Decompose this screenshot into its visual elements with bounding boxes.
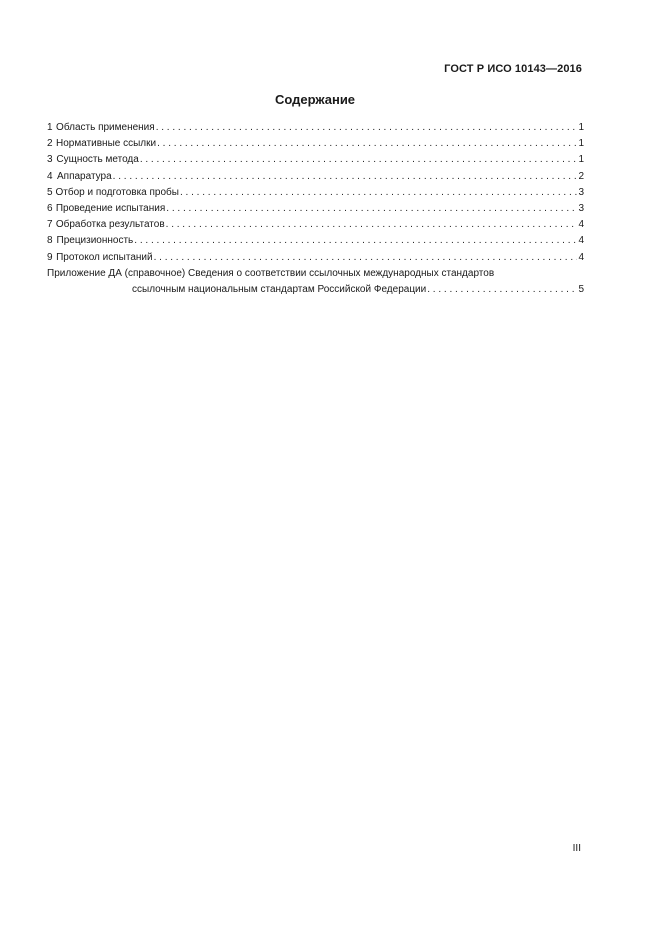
toc-leader-dots [113,169,577,185]
toc-entry-page: 3 [578,202,584,214]
toc-entry-number: 9 [47,251,53,263]
toc-title: Содержание [274,92,356,107]
toc-entry-page: 1 [578,138,584,150]
toc-entry-number: 4 [47,170,53,182]
toc-entry-label: Область применения [56,122,155,133]
table-of-contents [47,120,584,298]
toc-entry-method-principle[interactable] [47,152,584,168]
toc-entry-number: 8 [47,235,53,247]
toc-leader-dots [154,250,577,266]
toc-entry-page: 4 [578,219,584,231]
document-identifier: ГОСТ Р ИСО 10143—2016 [444,63,582,75]
toc-entry-label: Обработка результатов [55,219,165,231]
toc-entry-label: Прецизионность [56,235,134,247]
toc-entry-number: 6 [47,202,53,214]
toc-entry-number: 1 [47,122,53,133]
toc-entry-number: 3 [47,154,53,166]
toc-leader-dots [134,233,577,249]
toc-entry-procedure[interactable] [47,201,584,217]
toc-entry-label: Протокол испытаний [56,251,153,263]
toc-entry-page: 2 [578,170,584,182]
toc-entry-normative-references[interactable] [47,136,584,152]
toc-entry-sampling[interactable] [47,185,584,201]
toc-leader-dots [157,136,577,152]
annex-continuation-line [47,282,584,298]
toc-entry-page: 1 [578,122,584,133]
toc-entry-number: 2 [47,138,53,150]
annex-title-line: Приложение ДА (справочное) Сведения о соответствии ссылочных международных стандартов [47,267,495,279]
toc-leader-dots [156,120,577,136]
toc-entry-label: Отбор и подготовка пробы [55,186,179,198]
toc-entry-scope[interactable] [47,120,584,136]
toc-entry-page: 5 [578,283,584,295]
toc-leader-dots [427,282,577,298]
toc-leader-dots [166,217,577,233]
toc-entry-label: Проведение испытания [55,202,166,214]
toc-entry-number: 5 [47,186,53,198]
toc-entry-results[interactable] [47,217,584,233]
toc-entry-annex-da[interactable] [47,266,584,298]
toc-entry-page: 4 [578,235,584,247]
annex-title-continuation: ссылочным национальным стандартам Российской Федерации [132,283,427,295]
toc-entry-label: Нормативные ссылки [56,138,157,150]
toc-entry-label: Аппаратура [56,170,112,182]
toc-leader-dots [140,152,577,168]
toc-leader-dots [180,185,577,201]
toc-entry-page: 1 [578,154,584,166]
toc-entry-label: Сущность метода [56,154,139,166]
toc-leader-dots [166,201,577,217]
toc-entry-page: 3 [578,186,584,198]
toc-entry-precision[interactable] [47,233,584,249]
toc-entry-test-report[interactable] [47,250,584,266]
toc-entry-apparatus[interactable] [47,169,584,185]
toc-entry-number: 7 [47,219,53,231]
toc-entry-page: 4 [578,251,584,263]
page-number: III [572,843,581,854]
